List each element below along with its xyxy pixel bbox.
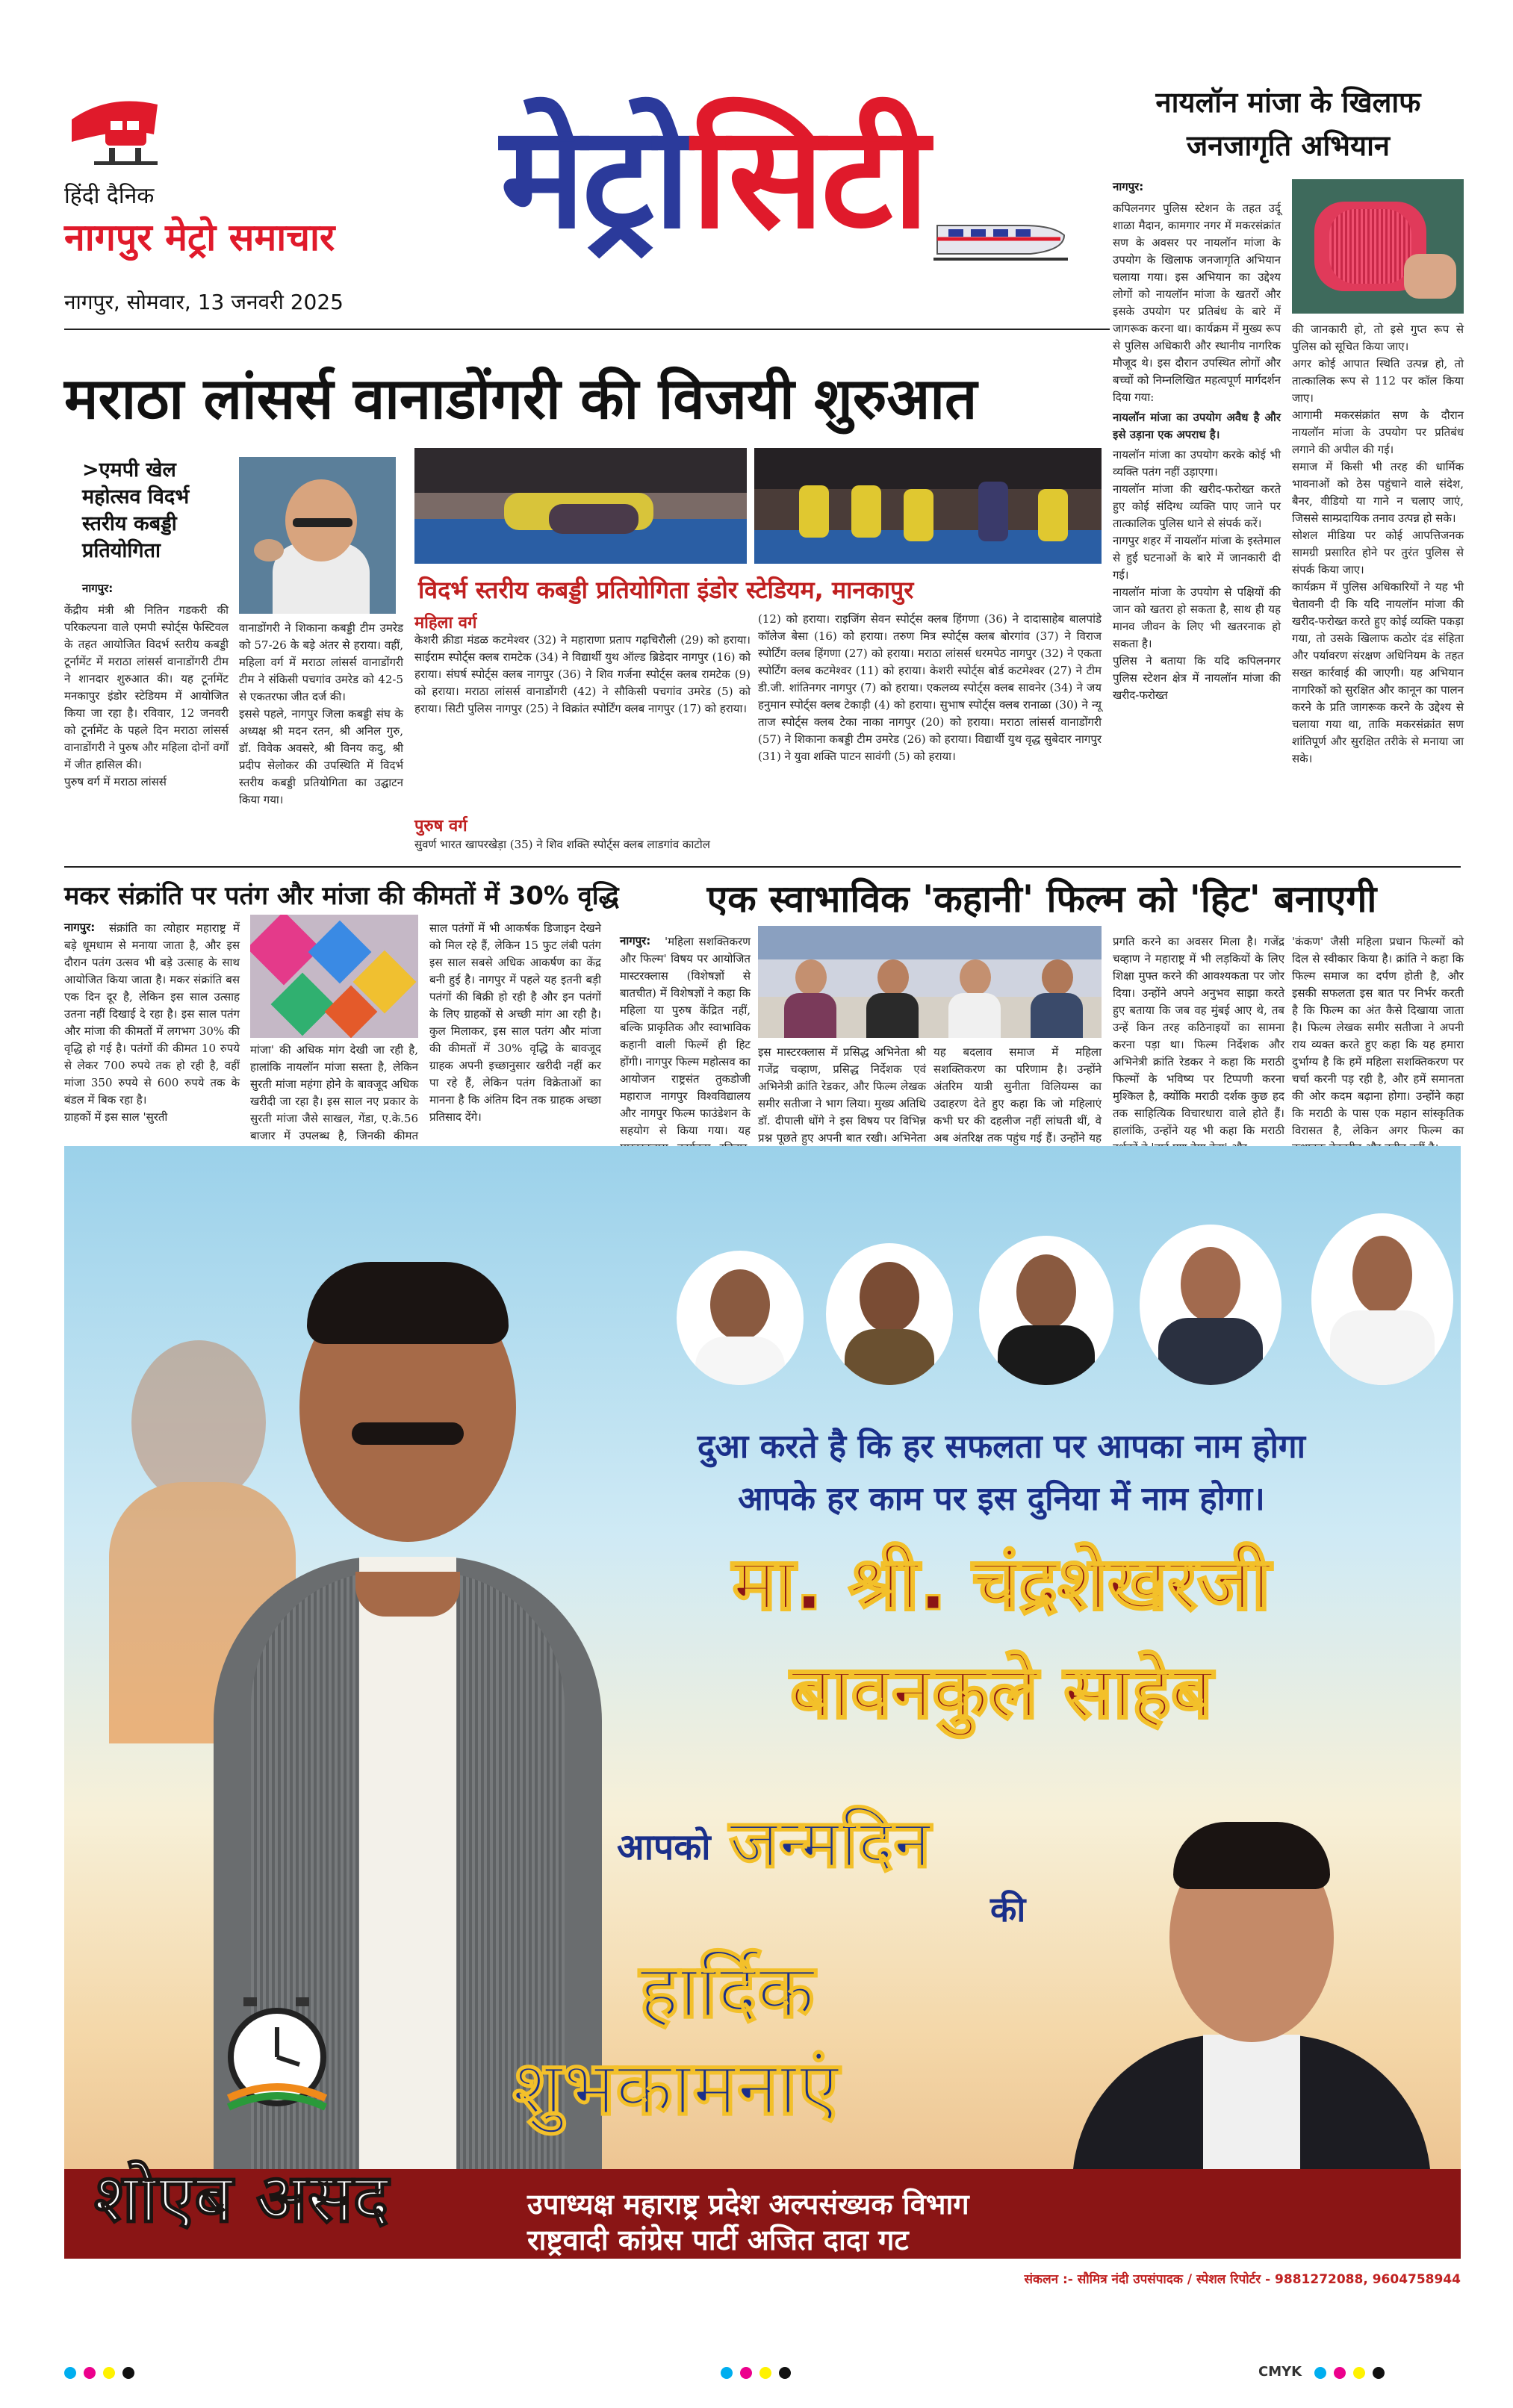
manja-spool-photo (1292, 179, 1464, 314)
honoree-name-line-2: बावनकुले साहेब (790, 1650, 1213, 1735)
film-column-5: 'कंकण' जैसी महिला प्रधान फिल्मों को दिल से स्वीकार किया है। क्रांति ने कहा कि फिल्म समाज का दर्पण होती है, और इसकी सफलता इस बात पर निर्भर करती है कि फिल्म का अंत कैसे दिखाया जाता है। फिल्म लेखक समीर सतीजा ने अपनी राय व्यक्त करते हुए कहा कि यह हमारा दुर्भाग्य है कि हमें महिला सशक्तिकरण पर चर्चा करनी पड़ रही है, और हमें समानता की ओर कदम बढ़ाना होगा। उन्होंने कहा कि मराठी के पास एक महान सांस्कृतिक विरासत है, लेकिन अगर फिल्म का (1292, 935, 1464, 1137)
ki-label: की (990, 1889, 1026, 1929)
metro-train-icon (933, 217, 1068, 269)
masthead-tagline: हिंदी दैनिक (64, 183, 155, 209)
kabaddi-women-results: केशरी क्रीडा मंडळ कटमेश्वर (32) ने महाराणा प्रताप गढ़चिरौली (29) को हराया। साईराम स्पोर्ट्स क्लब रामटेक (34) ने विद्यार्थी युथ ऑल्ड ब्रिडेदार नागपुर (16) को हराया। संघर्ष स्पोर्ट्स क्लब नागपुर (36) ने शिव गर्जना स्पोर्ट्स क्लब रामटेक (9) को हराया। मराठा लांसर्स वानाडोंगरी (42) ने सौकिसी पचगांव उमरेड (5) को हराया। सिटी पुलिस नागपुर (25) ने विक्रांत स्पोर्टिंग क्लब नागपुर (17) को हराया। (414, 633, 751, 715)
aapko-label: आपको (617, 1826, 711, 1868)
kite-column-3: साल पतंगों में भी आकर्षक डिजाइन देखने को मिल रहे हैं, लेकिन 15 फुट लंबी पतंग इस साल सबसे अधिक आकर्षण का केंद्र बनी हुई है। नागपुर में पहले यह इतनी बड़ी पतंगों की बिक्री हो रही है और इन पतंगों के लिए ग्राहकों से अच्छी मांग आ रही है। कुल मिलाकर, इस साल पतंग और मांजा की कीमतों में 30% वृद्धि के बावजूद ग्राहक अपनी इच्छानुसार खरीदी नहीं कर पा रहे हैं, लेकिन पतंग विक्रेताओं का मानना है कि अंतिम दिन तक ग्राहक अच्छा प्रतिसाद देंगे। (429, 921, 601, 1124)
birthday-advertisement (64, 1146, 1461, 2259)
manja-column-1 (1113, 200, 1281, 704)
shubhkamnaye-label: शुभकामनाएं (512, 2044, 839, 2132)
leader-portrait-4 (1140, 1225, 1281, 1385)
leader-portrait-2 (826, 1243, 953, 1385)
kabaddi-kicker: >एमपी खेल महोत्सव विदर्भ स्तरीय कबड्डी प्रतियोगिता (82, 458, 190, 562)
kite-column-1: संक्रांति का त्योहार महाराष्ट्र में बड़े धूमधाम से मनाया जाता है, और इस दौरान पतंग उत्सव भी बड़े उत्साह के साथ आयोजित किया जाता है। मकर संक्रांति बस एक दिन दूर है, लेकिन इस साल उत्साह उतना नहीं दिखाई दे रहा है। इस साल पतंग और मांजा की कीमतों में लगभग 30% की वृद्धि हो गई है। पतंगों की कीमत 10 रुपये से लेकर 700 रुपये तक हो रही है, वहीं मांजा 350 रुपये से 600 रुपये तक के बंडल में बिक रहा है। ग्राहकों में इस साल 'सुरती (64, 921, 240, 1124)
hardik-label: हार्दिक (639, 1947, 815, 2035)
kabaddi-rule (64, 866, 1461, 868)
kabaddi-banner: विदर्भ स्तरीय कबड्डी प्रतियोगिता इंडोर स्टेडियम, मानकापुर (418, 576, 914, 604)
film-column-4: प्रगति करने का अवसर मिला है। गजेंद्र चव्हाण ने महाराष्ट्र में भी लड़कियों के लिए शिक्षा मुफ्त करने की आवश्यकता पर जोर दिया। उन्होंने अपने अनुभव साझा करते हुए बताया कि जब वह मुंबई आए थे, तब उन्हें किन तरह कठिनाइयों का सामना करना पड़ा था। फिल्म निर्देशक और अभिनेत्री क्रांति रेडकर ने कहा कि मराठी फिल्मों के भविष्य पर टिप्पणी करना मुश्किल है, क्योंकि मराठी दर्शक कुछ हद तक साहित्यिक विचारधारा वाले होते हैं। हालांकि, उन्होंने यह भी कहा कि मराठी (1113, 935, 1284, 1137)
leader-portrait-5 (1311, 1213, 1453, 1385)
wish-line-1: दुआ करते है कि हर सफलता पर आपका नाम होगा (697, 1428, 1306, 1466)
registration-marks-center (721, 2367, 798, 2382)
film-column-2: इस मास्टरक्लास में प्रसिद्ध अभिनेता श्री गजेंद्र चव्हाण, प्रसिद्ध निर्देशक एवं अभिनेत्री क्रांति रेडकर, और फिल्म लेखक समीर सतीजा ने भाग लिया। मुख्य अतिथि डॉ. दीपाली धोंगे ने इस विषय पर विभिन्न प्रश्न पूछते हुए अपनी बात रखी। अभिनेता (758, 1045, 926, 1145)
footer-credit: संकलन :- सौमित्र नंदी उपसंपादक / स्पेशल रिपोर्टर - 9881272088, 9604758944 (1024, 2272, 1461, 2287)
honoree-name-line-1: मा. श्री. चंद्रशेखरजी (732, 1542, 1271, 1627)
film-column-3: यह बदलाव समाज में महिला सशक्तिकरण का परिणाम है। उन्होंने अंतरिम यात्री सुनीता विलियम्स का उदाहरण देते हुए कहा कि जो महिलाएं कभी घर की दहलीज नहीं लांघती थीं, वे अब अंतरिक्ष तक पहुंच गई हैं। उन्होंने यह (933, 1045, 1102, 1145)
kabaddi-headline: मराठा लांसर्स वानाडोंगरी की विजयी शुरुआत (64, 365, 978, 432)
manja-column-2: की जानकारी हो, तो इसे गुप्त रूप से पुलिस को सूचित किया जाए। अगर कोई आपात स्थिति उत्पन्न हो, तो तात्कालिक रूप से 112 पर कॉल किया जाए। आगामी मकरसंक्रांत सण के दौरान नायलॉन मांजा के उपयोग पर प्रतिबंध लगाने की अपील की गई। समाज में किसी भी तरह की धार्मिक भावनाओं को ठेस पहुंचाने वाले संदेश, बैनर, वीडियो या गाने न चलाए जाएं, जिससे साम्प्रदायिक तनाव उत्पन्न हो सके। सोशल मीडिया पर कोई आपत्तिजनक सामग्री प्रसारित होने पर तुरंत पुलिस से संपर्क किया जाए। कार्यक्रम में पुलिस अधिकारियों ने यह भी चेतावनी दी कि यदि नायलॉन मांजा की खरीद-फरोख्त करते हुए कोई व्यक्ति पकड़ा गया, तो उसके खिलाफ कठोर दंड संहिता और पर्यावरण संरक्षण अधिनियम के तहत सख्त कार्रवाई की जाएगी। यह अभियान नागरिकों को सुरक्षित और कानून का पालन करने के प्रति जागरूक करने के उद्देश्य से चलाया गया था, ताकि मकरसंक्रांत सण शांतिपूर्ण और सुरक्षित तरीके से मनाया जा सके। (1292, 323, 1464, 765)
kabaddi-match-photo-2 (754, 448, 1102, 564)
masthead-title (500, 75, 926, 269)
kabaddi-results-column: (12) को हराया। राइजिंग सेवन स्पोर्ट्स क्लब हिंगणा (36) ने दादासाहेब बालपांडे कॉलेज बेसा (16) को हराया। तरुण मित्र स्पोर्ट्स क्लब बोरगांव (37) ने विराज स्पोर्टिंग क्लब हिंगणा (27) को हराया। मराठा लांसर्स धरमपेठ नागपुर (32) ने एकता स्पोर्टिंग क्लब कटमेश्वर (11) को हराया। केशरी स्पोर्ट्स बोर्ड कटमेश्वर (27) ने टीम डी.जी. शांतिनगर नागपुर (7) को हराया। एकलव्य स्पोर्ट्स क्लब सावनेर (34) ने जय हनुमान स्पोर्ट्स क्लब टेकाड़ी (4) को हराया। सुभाष स्पोर्ट्स क्लब रानाळा (30) ने न्यू ताज स्पोर्ट्स क्लब टेका नाका नागपुर (20) को हराया। मराठा लांसर्स वानाडोंगरी (57) ने शिकाना कबड्डी टीम उमरेड (26) को हराया। विद्यार्थी युथ वृद्ध सुबेदार नागपुर (31) ने युवा शक्ति पाटन सावंगी (5) को हराया। (758, 612, 1102, 763)
leader-portrait-1 (677, 1251, 804, 1385)
sender-title-line-1: उपाध्यक्ष महाराष्ट्र प्रदेश अल्पसंख्यक विभाग (527, 2188, 969, 2221)
leader-portraits-row (677, 1213, 1453, 1393)
registration-marks-right (1314, 2367, 1392, 2382)
janmadin-label: जन्मदिन (729, 1805, 931, 1883)
film-headline: एक स्वाभाविक 'कहानी' फिल्म को 'हिट' बनाएगी (706, 877, 1377, 921)
registration-marks-left (64, 2367, 142, 2382)
kite-headline: मकर संक्रांति पर पतंग और मांजा की कीमतों में 30% वृद्धि (64, 881, 619, 911)
masthead-dateline: नागपुर, सोमवार, 13 जनवरी 2025 (64, 290, 344, 314)
wish-line-2: आपके हर काम पर इस दुनिया में नाम होगा। (738, 1480, 1265, 1518)
manja-col1-rest: नायलॉन मांजा का उपयोग करके कोई भी व्यक्ति पतंग नहीं उड़ाएगा। नायलॉन मांजा की खरीद-फरोख्त करते हुए कोई संदिग्ध व्यक्ति पाए जाने पर तात्कालिक पुलिस थाने से संपर्क करें। नागपुर शहर में नायलॉन मांजा के इस्तेमाल से हुई घटनाओं के बारे में जानकारी दी गई। नायलॉन मांजा के उपयोग से पक्षियों की जान को खतरा हो सकता है, साथ ही यह मानव जीवन के लिए भी खतरनाक हो सकता है। पुलिस ने बताया कि यदि कपिलनगर पुलिस स्टेशन क्षेत्र में नायलॉन मांजा की खरीद-फरोख्त (1113, 448, 1281, 702)
kite-photo (250, 915, 418, 1038)
kabaddi-match-photo-1 (414, 448, 747, 564)
masthead-paper-name: नागपुर मेट्रो समाचार (64, 216, 335, 259)
manja-col1-bold: नायलॉन मांजा का उपयोग अवैध है और इसे उड़ाना एक अपराध है। (1113, 411, 1281, 441)
manja-title-line1: नायलॉन मांजा के खिलाफ (1155, 86, 1421, 119)
clock-party-symbol-icon (221, 1994, 333, 2113)
kabaddi-column-2: वानाडोंगरी ने शिकाना कबड्डी टीम उमरेड को 57-26 के बड़े अंतर से हराया। वहीं, महिला वर्ग में मराठा लांसर्स वानाडोंगरी टीम ने संकिसी पचगांव उमरेड को 42-5 से एकतरफा जीत दर्ज की। इससे पहले, नागपुर जिला कबड्डी संघ के अध्यक्ष श्री मदन रतन, श्री अनिल गुरु, डॉ. विवेक अवसरे, श्री विनय कदु, श्री प्रदीप सेलोकर की उपस्थिति में विदर्भ स्तरीय कबड्डी प्रतियोगिता का उद्घाटन किया गया। (239, 621, 403, 806)
kabaddi-men-label: पुरुष वर्ग (414, 817, 467, 836)
masthead-rule (64, 329, 1110, 330)
manja-title-line2: जनजागृति अभियान (1186, 129, 1390, 162)
kite-column-2: मांजा' की अधिक मांग देखी जा रही है, हालांकि नायलॉन मांजा सस्ता है, लेकिन सुरती मांजा महंगा होने के बावजूद अधिक खरीदी जा रहा है। इस साल नए प्रकार के सुरती मांजा जैसे साखल, गेंडा, ए.के.56 बाजार में उपलब्ध है, जिनकी कीमत (250, 1043, 418, 1142)
manja-col1-text: कपिलनगर पुलिस स्टेशन के तहत उर्दू शाळा मैदान, कामगार नगर में मकरसंक्रांत सण के अवसर पर नायलॉन मांजा के उपयोग के खिलाफ जनजागृति अभियान चलाया गया। इस अभियान का उद्देश्य लोगों को नायलॉन मांजा के खतरों और इसके उपयोग पर प्रतिबंध के बारे में जागरूक करना था। कार्यक्रम में मुख्य रूप से पुलिस अधिकारी और स्थानीय नागरिक मौजूद थे। इस दौरान उपस्थित लोगों और बच्चों को निम्नलिखित महत्वपूर्ण मार्गदर्शन दिया गया: (1113, 202, 1281, 404)
cmyk-label: CMYK (1258, 2364, 1302, 2380)
masthead-title-part1: मेट्रो (500, 95, 688, 260)
gadkari-photo (239, 457, 396, 614)
film-dateline: नागपुर: (620, 934, 651, 948)
kabaddi-women-label: महिला वर्ग (414, 614, 477, 632)
kabaddi-men-results: सुवर्ण भारत खापरखेड़ा (35) ने शिव शक्ति स्पोर्ट्स क्लब लाडगांव काटोल (414, 838, 710, 851)
manja-dateline: नागपुर: (1113, 180, 1144, 193)
film-column-1: 'महिला सशक्तिकरण और फिल्म' विषय पर आयोजित मास्टरक्लास (विशेषज्ञों से बातचीत) में विशेषज्ञों ने कहा कि महिला या पुरुष केंद्रित नहीं, बल्कि प्राकृतिक और स्वाभाविक कहानी वाली फिल्में ही हिट होंगी। नागपुर फिल्म महोत्सव का आयोजन राष्ट्रसंत तुकडोजी महाराज नागपुर विश्वविद्यालय और नागपुर फिल्म फाउंडेशन के सहयोग से किया गया। यह (620, 935, 751, 1137)
train-logo-icon (64, 90, 161, 172)
masthead-logo (64, 90, 161, 172)
sender-title-line-2: राष्ट्रवादी कांग्रेस पार्टी अजित दादा गट (527, 2224, 909, 2256)
kabaddi-column-1: केंद्रीय मंत्री श्री नितिन गडकरी की परिकल्पना वाले एमपी स्पोर्ट्स फेस्टिवल के तहत आयोजित विदर्भ स्तरीय कबड्डी टूर्नामेंट में मराठा लांसर्स वानाडोंगरी टीम ने शानदार शुरुआत की। यह टूर्नामेंट मनकापुर इंडोर स्टेडियम में आयोजित किया जा रहा है। रविवार, 12 जनवरी को टूर्नामेंट के पहले दिन मराठा लांसर्स वानाडोंगरी ने पुरुष और महिला दोनों वर्गों में जीत हासिल की। पुरुष वर्ग में मराठा लांसर्स (64, 603, 229, 788)
masthead-title-part2: सिटी (691, 95, 927, 260)
leader-portrait-3 (979, 1236, 1113, 1385)
kite-dateline: नागपुर: (64, 921, 96, 934)
film-masterclass-photo (758, 926, 1102, 1038)
kabaddi-dateline: नागपुर: (82, 582, 114, 595)
sender-name: शोएब असद (94, 2159, 389, 2238)
